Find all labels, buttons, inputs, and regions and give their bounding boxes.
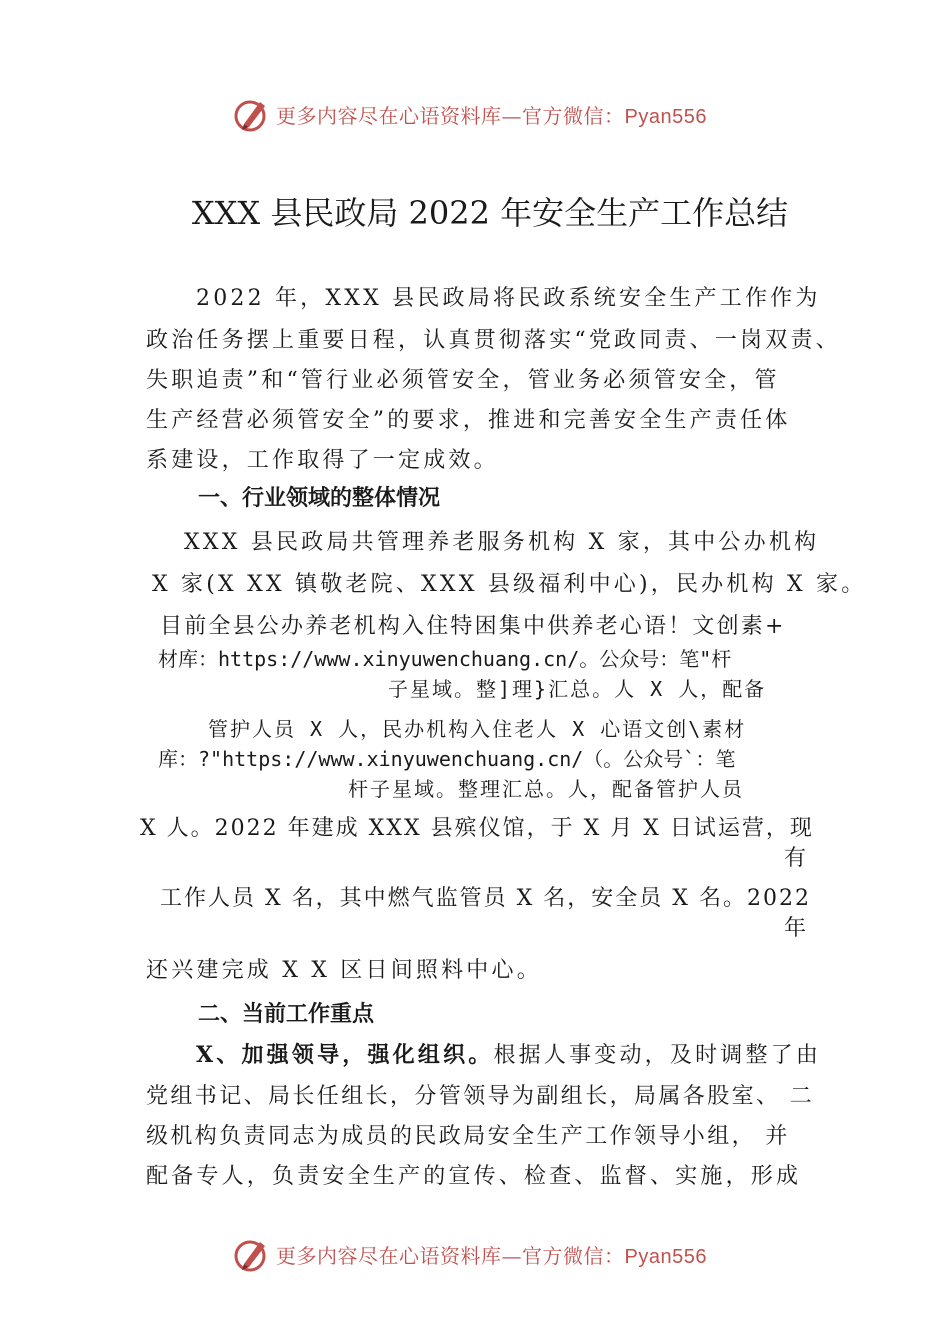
p2-line-1: XXX 县民政局共管理养老服务机构 X 家，其中公办机构 (184, 530, 820, 555)
p2-line-4: 材库：https://www.xinyuwenchuang.cn/。公众号：笔"杆 (158, 647, 732, 671)
section-heading-1: 一、行业领域的整体情况 (198, 486, 441, 511)
p3-line-4: 配备专人，负责安全生产的宣传、检查、监督、实施，形成 (146, 1164, 802, 1189)
p2-line-6: 管护人员 X 人，民办机构入住老人 X 心语文创\素材 (208, 717, 747, 741)
p1-line-1: 2022 年，XXX 县民政局将民政系统安全生产工作作为 (196, 286, 821, 311)
p2-line-8: 杆子星域。整理汇总。人，配备管护人员 (348, 777, 744, 801)
p3-line-3: 级机构负责同志为成员的民政局安全生产工作领导小组， 并 (146, 1124, 790, 1149)
p2-line-10: 有 (784, 846, 810, 871)
banner-text: 更多内容尽在心语资料库—官方微信：Pyan556 (276, 1243, 707, 1268)
p1-line-5: 系建设，工作取得了一定成效。 (146, 448, 499, 473)
p3-line-1-text: 根据人事变动，及时调整了由 (493, 1043, 822, 1068)
p2-line-7: 库：?"https://www.xinyuwenchuang.cn/（。公众号`：笔 (158, 747, 736, 771)
banner-text: 更多内容尽在心语资料库—官方微信：Pyan556 (276, 103, 707, 128)
p2-line-11: 工作人员 X 名，其中燃气监管员 X 名，安全员 X 名。2022 (160, 886, 811, 911)
footer-watermark-banner (232, 1234, 707, 1274)
section-heading-2: 二、当前工作重点 (198, 1002, 375, 1027)
document-title: XXX 县民政局 2022 年安全生产工作总结 (191, 194, 789, 232)
p2-line-3: 目前全县公办养老机构入住特困集中供养老心语！文创素+ (160, 614, 786, 639)
pen-logo-icon (232, 94, 272, 134)
header-watermark-banner (232, 94, 707, 134)
p2-line-12: 年 (784, 916, 810, 941)
p1-line-2: 政治任务摆上重要日程，认真贯彻落实“党政同责、一岗双责、 (146, 328, 841, 353)
pen-logo-icon (232, 1234, 272, 1274)
p2-line-2: X 家(X XX 镇敬老院、XXX 县级福利中心)，民办机构 X 家。 (152, 572, 867, 597)
p3-line-2: 党组书记、局长任组长，分管领导为副组长，局属各股室、 二 (146, 1084, 815, 1109)
p2-line-5: 子星域。整]理}汇总。人 X 人，配备 (388, 677, 767, 701)
p3-lead: X、加强领导，强化组织。 (196, 1042, 494, 1068)
p1-line-4: 生产经营必须管安全”的要求，推进和完善安全生产责任体 (146, 408, 791, 433)
p3-line-1 (196, 1040, 821, 1071)
p2-line-13: 还兴建完成 X X 区日间照料中心。 (146, 958, 542, 983)
p1-line-3: 失职追责”和“管行业必须管安全，管业务必须管安全，管 (146, 368, 780, 393)
p2-line-9: X 人。2022 年建成 XXX 县殡仪馆，于 X 月 X 日试运营，现 (140, 816, 814, 841)
